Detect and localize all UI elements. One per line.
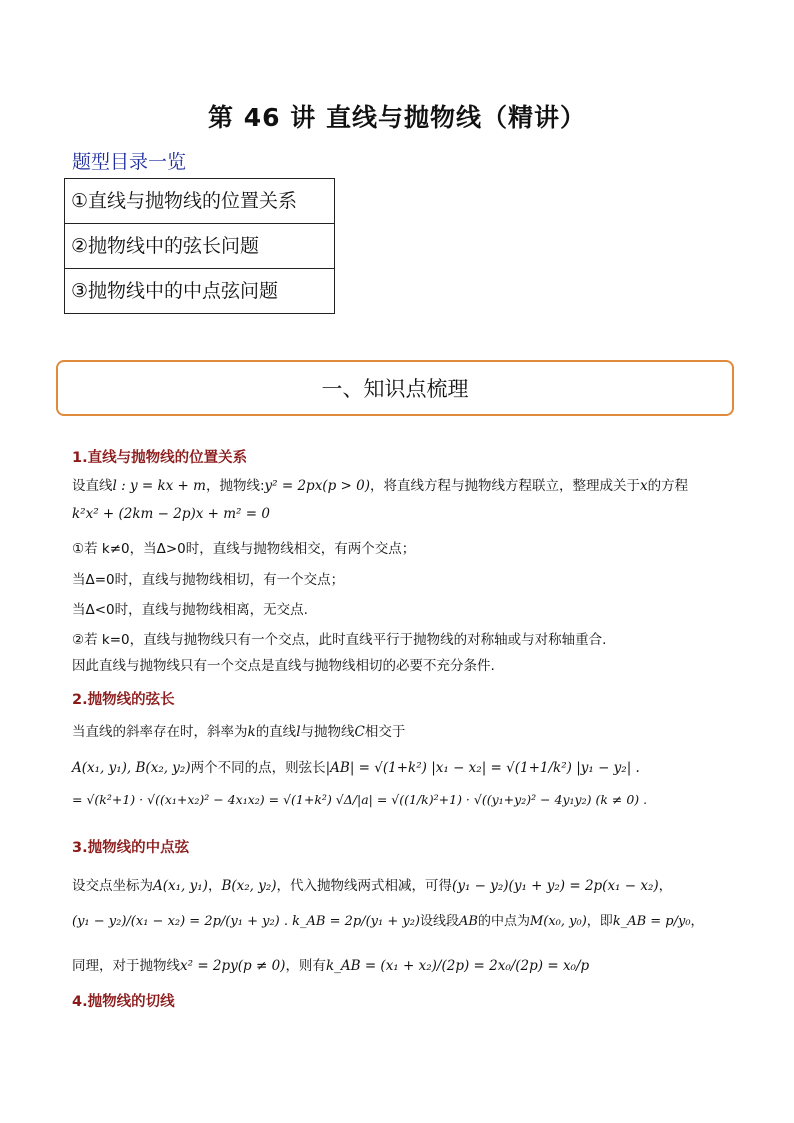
s3-text-b: ， [207,878,222,894]
s3-math-slope: (y₁ − y₂)/(x₁ − x₂) = 2p/(y₁ + y₂) . k_AB = 2p/(y₁ + y₂) [72,914,420,929]
s2-text-a: 当直线的斜率存在时，斜率为 [72,724,248,740]
s1-text-b: ，抛物线: [205,478,265,494]
s1-line-7: 因此直线与抛物线只有一个交点是直线与抛物线相切的必要不充分条件. [72,658,495,674]
s3-text-c: ，代入抛物线两式相减，可得 [276,878,453,894]
s3-line-2 [72,910,704,929]
s1-math-parabola: y² = 2px(p > 0) [264,478,370,494]
s1-line-4: 当Δ=0时，直线与抛物线相切，有一个交点； [72,572,345,588]
toc-table [64,178,335,314]
s2-line-1 [72,720,405,740]
s1-equation: k²x² + (2km − 2p)x + m² = 0 [72,506,270,522]
s2-math-C: C [354,724,365,740]
toc-item-1[interactable]: ①直线与抛物线的位置关系 [65,179,335,224]
s1-line-6: ②若 k=0，直线与抛物线只有一个交点，此时直线平行于抛物线的对称轴或与对称轴重合. [72,632,607,648]
s3-math-kab: k_AB = p/y₀ [612,914,691,929]
s3-text-d: ， [658,878,673,894]
s3-text-e: 设线段 [419,914,459,929]
s3-text-h: ， [690,914,704,929]
s1-text-c: ，将直线方程与抛物线方程联立，整理成关于 [369,478,640,494]
toc-item-2[interactable]: ②抛物线中的弦长问题 [65,224,335,269]
s2-math-k: k [247,724,256,740]
s1-text-d: 的方程 [647,478,689,494]
s2-text-c: 与抛物线 [300,724,355,740]
s3-text-a: 设交点坐标为 [72,878,153,894]
s3-math-B: B(x₂, y₂) [221,878,277,894]
s1-line-3: ①若 k≠0，当Δ>0时，直线与抛物线相交，有两个交点； [72,541,416,557]
s3-text-f: 的中点为 [477,914,530,929]
s3-math-M: M(x₀, y₀) [529,914,587,929]
s1-math-x: x [639,478,648,494]
section-title: 一、知识点梳理 [321,377,469,401]
s3-text-j: ，则有 [285,958,326,974]
s3-math-diff: (y₁ − y₂)(y₁ + y₂) = 2p(x₁ − x₂) [452,878,659,894]
s2-math-chord-length: |AB| = √(1+k²) |x₁ − x₂| = √(1+1/k²) |y₁ − y₂| . [325,760,640,776]
s1-line-1 [72,474,688,494]
s3-math-parabola-x: x² = 2py(p ≠ 0) [180,958,286,974]
section-header-box [56,360,734,416]
s1-heading: 1.直线与抛物线的位置关系 [72,450,248,466]
s1-text-a: 设直线 [72,478,113,494]
s3-text-i: 同理，对于抛物线 [72,958,180,974]
s3-line-1 [72,874,672,894]
s2-text-chord: 两个不同的点，则弦长 [190,760,326,776]
page-title: 第 46 讲 直线与抛物线（精讲） [208,103,586,132]
s2-math-points: A(x₁, y₁), B(x₂, y₂) [72,760,191,776]
s2-line-2 [72,756,640,776]
s3-math-A: A(x₁, y₁) [153,878,208,894]
s4-heading: 4.抛物线的切线 [72,994,175,1010]
s2-text-d: 相交于 [364,724,406,740]
s1-math-line: l : y = kx + m [112,478,206,494]
s3-text-g: ，即 [586,914,613,929]
s3-line-3 [72,954,589,974]
toc-item-3[interactable]: ③抛物线中的中点弦问题 [65,269,335,314]
s1-line-5: 当Δ<0时，直线与抛物线相离，无交点. [72,602,308,618]
s2-line-3: = √(k²+1) · √((x₁+x₂)² − 4x₁x₂) = √(1+k²) √Δ/|a| = √((1/k)²+1) · √((y₁+y₂)² − 4y₁y₂) (k ≠ 0) . [72,792,648,807]
toc-heading: 题型目录一览 [72,151,187,173]
s3-math-AB: AB [459,914,478,929]
s2-text-b: 的直线 [255,724,297,740]
s3-math-kab-x: k_AB = (x₁ + x₂)/(2p) = 2x₀/(2p) = x₀/p [325,958,590,974]
s2-heading: 2.抛物线的弦长 [72,692,175,708]
s3-heading: 3.抛物线的中点弦 [72,840,190,856]
s2-math-l: l [296,724,301,740]
